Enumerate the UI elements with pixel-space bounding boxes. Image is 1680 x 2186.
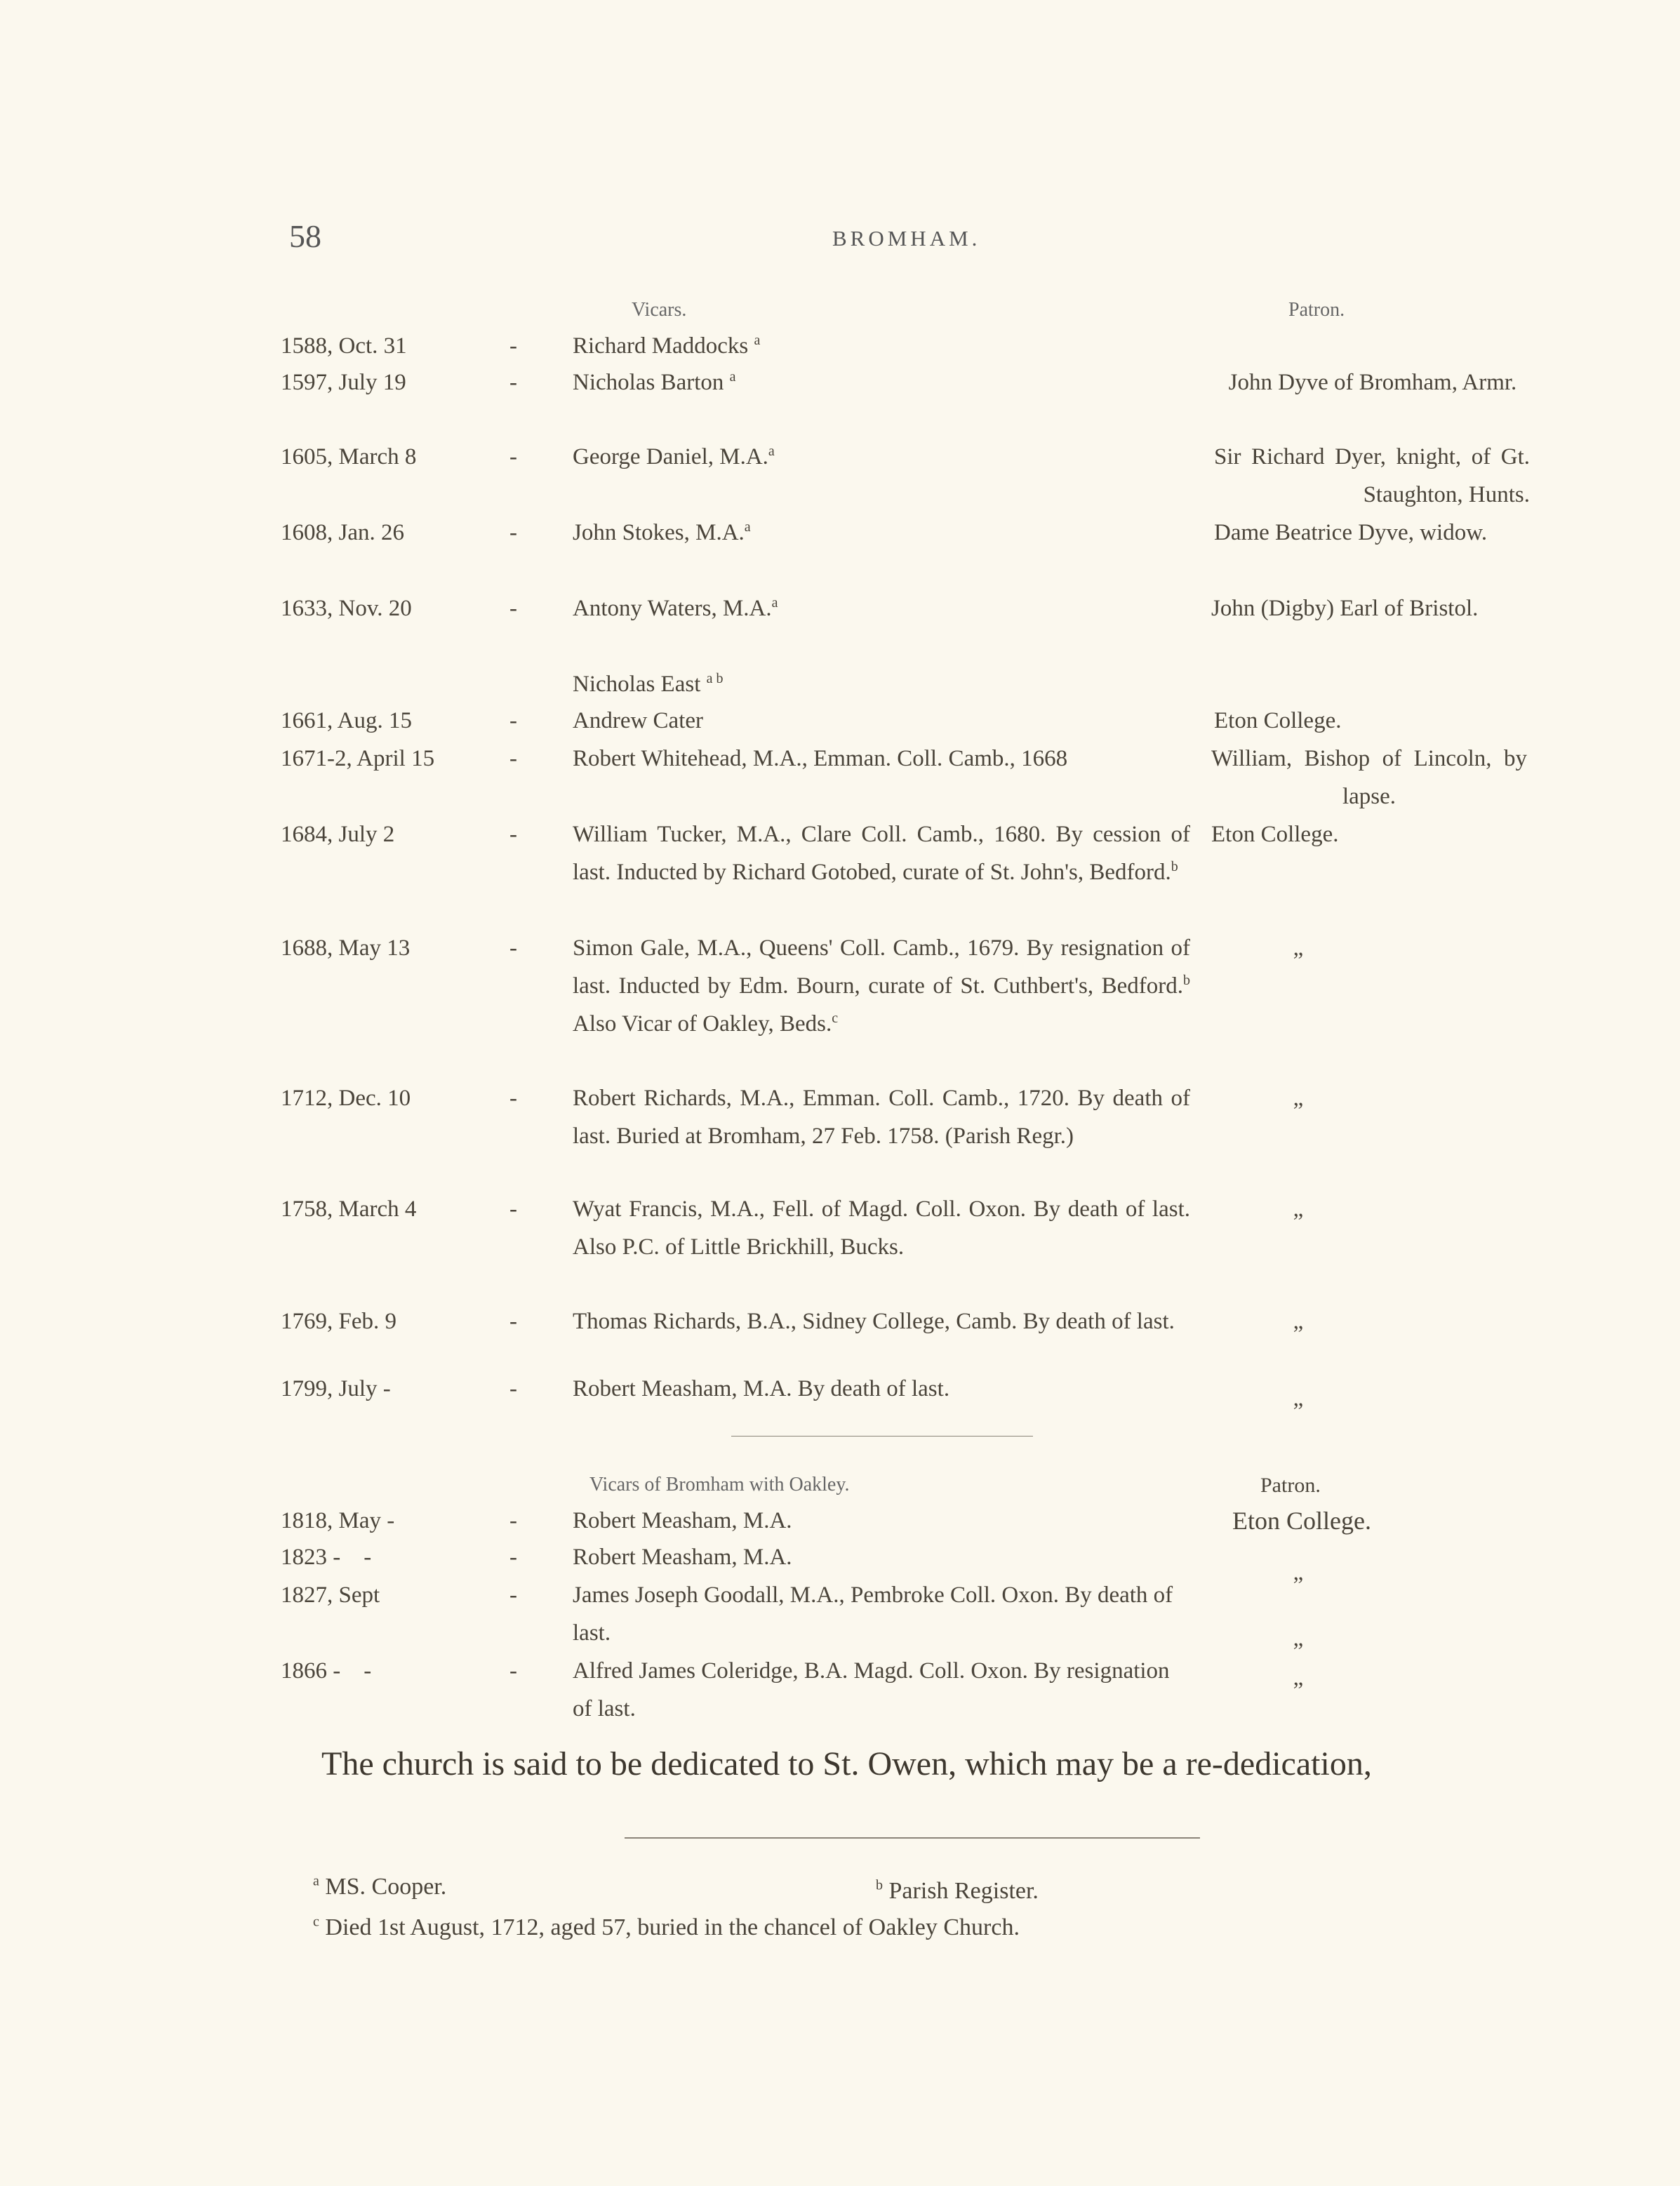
vicars-header: Vicars. bbox=[632, 299, 687, 321]
entry-vicar: Richard Maddocks $^a$ bbox=[573, 333, 761, 359]
ditto-mark: „ bbox=[1293, 1626, 1304, 1651]
entry-dash: - bbox=[509, 1086, 517, 1111]
patron-header: Patron. bbox=[1288, 299, 1345, 321]
entry-dash: - bbox=[509, 1197, 517, 1222]
entry-patron: Sir Richard Dyer, knight, of Gt. Staughton, Hunts. bbox=[1214, 444, 1530, 507]
entry-date: 1799, July - bbox=[281, 1376, 391, 1401]
entry-vicar: Robert Measham, M.A. bbox=[573, 1508, 792, 1533]
entry-vicar: Thomas Richards, B.A., Sidney College, Camb. By death of last. bbox=[573, 1309, 1175, 1334]
entry-dash: - bbox=[509, 1309, 517, 1334]
entry-vicar: Alfred James Coleridge, B.A. Magd. Coll. Oxon. By resignation of last. bbox=[573, 1658, 1170, 1721]
entry-dash: - bbox=[509, 370, 517, 395]
entry-date: 1712, Dec. 10 bbox=[281, 1086, 411, 1111]
footnote-c: $^c$ Died 1st August, 1712, aged 57, buried in the chancel of Oakley Church. bbox=[313, 1914, 1020, 1940]
entry-patron: John (Digby) Earl of Bristol. bbox=[1211, 596, 1479, 621]
entry-patron: William, Bishop of Lincoln, by lapse. bbox=[1211, 746, 1527, 809]
entry-date: 1758, March 4 bbox=[281, 1197, 417, 1222]
entry-dash: - bbox=[509, 333, 517, 359]
entry-dash: - bbox=[509, 444, 517, 469]
entry-vicar: Nicholas East $^{a b}$ bbox=[573, 671, 724, 697]
footnote-rule bbox=[625, 1837, 1200, 1839]
entry-patron: Eton College. bbox=[1211, 822, 1339, 847]
entry-patron: Dame Beatrice Dyve, widow. bbox=[1214, 520, 1488, 545]
entry-date: 1823 - - bbox=[281, 1545, 372, 1570]
ditto-mark: „ bbox=[1293, 1386, 1304, 1411]
entry-dash: - bbox=[509, 1508, 517, 1533]
ditto-mark: „ bbox=[1293, 1197, 1304, 1222]
entry-date: 1827, Sept bbox=[281, 1582, 380, 1608]
entry-vicar: Andrew Cater bbox=[573, 708, 704, 733]
entry-vicar: William Tucker, M.A., Clare Coll. Camb., 1680. By cession of last. Inducted by Richard Gotobed, curate of St. John's, Bedford.$^b$ bbox=[573, 822, 1190, 885]
entry-date: 1769, Feb. 9 bbox=[281, 1309, 396, 1334]
entry-dash: - bbox=[509, 935, 517, 961]
entry-dash: - bbox=[509, 520, 517, 545]
entry-date: 1633, Nov. 20 bbox=[281, 596, 412, 621]
ditto-mark: „ bbox=[1293, 1086, 1304, 1111]
entry-date: 1866 - - bbox=[281, 1658, 372, 1684]
entry-dash: - bbox=[509, 1658, 517, 1684]
entry-vicar: John Stokes, M.A.$^a$ bbox=[573, 519, 751, 545]
ditto-mark: „ bbox=[1293, 935, 1304, 961]
entry-patron: John Dyve of Bromham, Armr. bbox=[1228, 370, 1517, 395]
entry-dash: - bbox=[509, 822, 517, 847]
entry-vicar: Robert Measham, M.A. bbox=[573, 1545, 792, 1570]
running-title: BROMHAM. bbox=[832, 226, 981, 251]
entry-date: 1818, May - bbox=[281, 1508, 395, 1533]
entry-vicar: Wyat Francis, M.A., Fell. of Magd. Coll. Oxon. By death of last. Also P.C. of Little Brickhill, Bucks. bbox=[573, 1197, 1190, 1260]
entry-dash: - bbox=[509, 708, 517, 733]
entry-date: 1688, May 13 bbox=[281, 935, 411, 961]
ditto-mark: „ bbox=[1293, 1560, 1304, 1585]
closing-line: The church is said to be dedicated to St. Owen, which may be a re-dedication, bbox=[321, 1745, 1372, 1782]
ditto-mark: „ bbox=[1293, 1665, 1304, 1691]
entry-vicar: James Joseph Goodall, M.A., Pembroke Coll. Oxon. By death of last. bbox=[573, 1582, 1173, 1646]
entry-dash: - bbox=[509, 1545, 517, 1570]
entry-date: 1605, March 8 bbox=[281, 444, 417, 469]
footnote-b: $^b$ Parish Register. bbox=[876, 1877, 1039, 1904]
entry-vicar: Robert Measham, M.A. By death of last. bbox=[573, 1376, 950, 1401]
section-divider bbox=[731, 1436, 1033, 1437]
footnote-a: $^a$ MS. Cooper. bbox=[313, 1873, 447, 1900]
entry-date: 1661, Aug. 15 bbox=[281, 708, 413, 733]
entry-vicar: Robert Whitehead, M.A., Emman. Coll. Camb., 1668 bbox=[573, 746, 1068, 771]
entry-vicar: Nicholas Barton $^a$ bbox=[573, 369, 736, 395]
entry-dash: - bbox=[509, 1376, 517, 1401]
entry-date: 1588, Oct. 31 bbox=[281, 333, 407, 359]
entry-dash: - bbox=[509, 1582, 517, 1608]
entry-vicar: Antony Waters, M.A.$^a$ bbox=[573, 595, 778, 621]
entry-dash: - bbox=[509, 746, 517, 771]
page-number: 58 bbox=[289, 218, 321, 254]
entry-vicar: Robert Richards, M.A., Emman. Coll. Camb., 1720. By death of last. Buried at Bromham, 27 Feb. 1758. (Parish Regr.) bbox=[573, 1086, 1190, 1149]
entry-date: 1671-2, April 15 bbox=[281, 746, 435, 771]
entry-date: 1597, July 19 bbox=[281, 370, 406, 395]
entry-patron: Eton College. bbox=[1232, 1507, 1371, 1535]
entry-dash: - bbox=[509, 596, 517, 621]
entry-patron: Eton College. bbox=[1214, 708, 1342, 733]
entry-vicar: George Daniel, M.A.$^a$ bbox=[573, 444, 775, 469]
entry-date: 1684, July 2 bbox=[281, 822, 395, 847]
entry-vicar: Simon Gale, M.A., Queens' Coll. Camb., 1679. By resignation of last. Inducted by Edm. Bourn, curate of St. Cuthbert's, Bedford.$^b$ Also Vicar of Oakley, Beds.$^c$ bbox=[573, 935, 1190, 1037]
ditto-mark: „ bbox=[1293, 1309, 1304, 1334]
patron-header-2: Patron. bbox=[1260, 1474, 1321, 1497]
vicars-oakley-header: Vicars of Bromham with Oakley. bbox=[589, 1474, 850, 1495]
entry-date: 1608, Jan. 26 bbox=[281, 520, 404, 545]
